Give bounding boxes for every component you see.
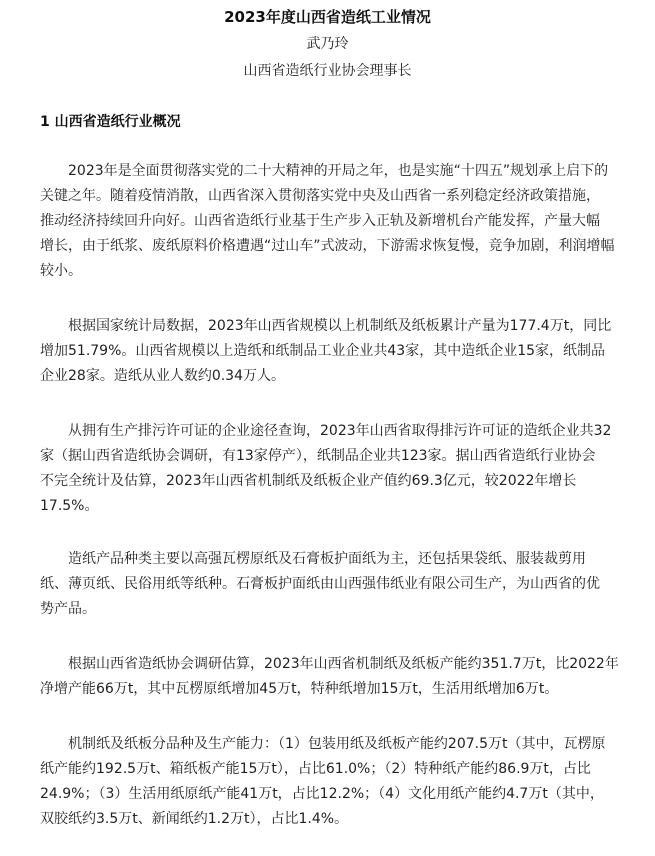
paragraph-line: 2023年是全面贯彻落实党的二十大精神的开局之年，也是实施“十四五”规划承上启下的 [40,163,609,179]
article-title: 2023年度山西省造纸工业情况 [224,8,431,26]
paragraph-line: 根据国家统计局数据，2023年山西省规模以上机制纸及纸板累计产量为177.4万t，同比 [40,318,612,334]
section-heading: 1 山西省造纸行业概况 [40,114,181,130]
paragraph-permits [40,419,644,519]
paragraph-line: 17.5%。 [40,498,99,514]
author-affiliation: 山西省造纸行业协会理事长 [243,63,412,79]
paragraph-line: 企业28家。造纸从业人数约0.34万人。 [40,368,285,384]
paragraph-line: 24.9%；（3）生活用纸原纸产能41万t，占比12.2%；（4）文化用纸产能约4.7万t（其中， [40,786,604,802]
paragraph-line: 关键之年。随着疫情消散，山西省深入贯彻落实党中央及山西省一系列稳定经济政策措施， [40,188,600,204]
paragraph-line: 双胶纸约3.5万t、新闻纸约1.2万t），占比1.4%。 [40,811,349,827]
paragraph-line: 不完全统计及估算，2023年山西省机制纸及纸板企业产值约69.3亿元，较2022年增长 [40,473,577,489]
paragraph-line: 增长，由于纸浆、废纸原料价格遭遇“过山车”式波动，下游需求恢复慢，竞争加剧，利润增幅 [40,238,615,254]
paragraph-capacity-by-type [40,732,644,832]
paragraph-line: 净增产能66万t，其中瓦楞原纸增加45万t，特种纸增加15万t，生活用纸增加6万t。 [40,681,559,697]
paragraph-line: 较小。 [40,263,82,279]
paragraph-line: 家（据山西省造纸协会调研，有13家停产），纸制品企业共123家。据山西省造纸行业协会 [40,448,596,464]
paragraph-line: 机制纸及纸板分品种及生产能力：（1）包装用纸及纸板产能约207.5万t（其中，瓦楞原 [40,736,606,752]
paragraph-line: 造纸产品种类主要以高强瓦楞原纸及石膏板护面纸为主，还包括果袋纸、服装裁剪用 [40,551,586,567]
paragraph-capacity [40,652,644,702]
paragraph-line: 势产品。 [40,601,96,617]
paragraph-statistics [40,314,644,389]
paragraph-line: 推动经济持续回升向好。山西省造纸行业基于生产步入正轨及新增机台产能发挥，产量大幅 [40,213,600,229]
paragraph-line: 根据山西省造纸协会调研估算，2023年山西省机制纸及纸板产能约351.7万t，比2022年 [40,656,619,672]
paragraph-line: 增加51.79%。山西省规模以上造纸和纸制品工业企业共43家，其中造纸企业15家，纸制品 [40,343,606,359]
paragraph-overview [40,159,644,284]
paragraph-line: 从拥有生产排污许可证的企业途径查询，2023年山西省取得排污许可证的造纸企业共32 [40,423,612,439]
author-name: 武乃玲 [306,36,349,52]
paragraph-line: 纸、薄页纸、民俗用纸等纸种。石膏板护面纸由山西强伟纸业有限公司生产，为山西省的优 [40,576,600,592]
paragraph-products [40,547,644,622]
paragraph-line: 纸产能约192.5万t、箱纸板产能15万t），占比61.0%；（2）特种纸产能约86.9万t，占比 [40,761,591,777]
